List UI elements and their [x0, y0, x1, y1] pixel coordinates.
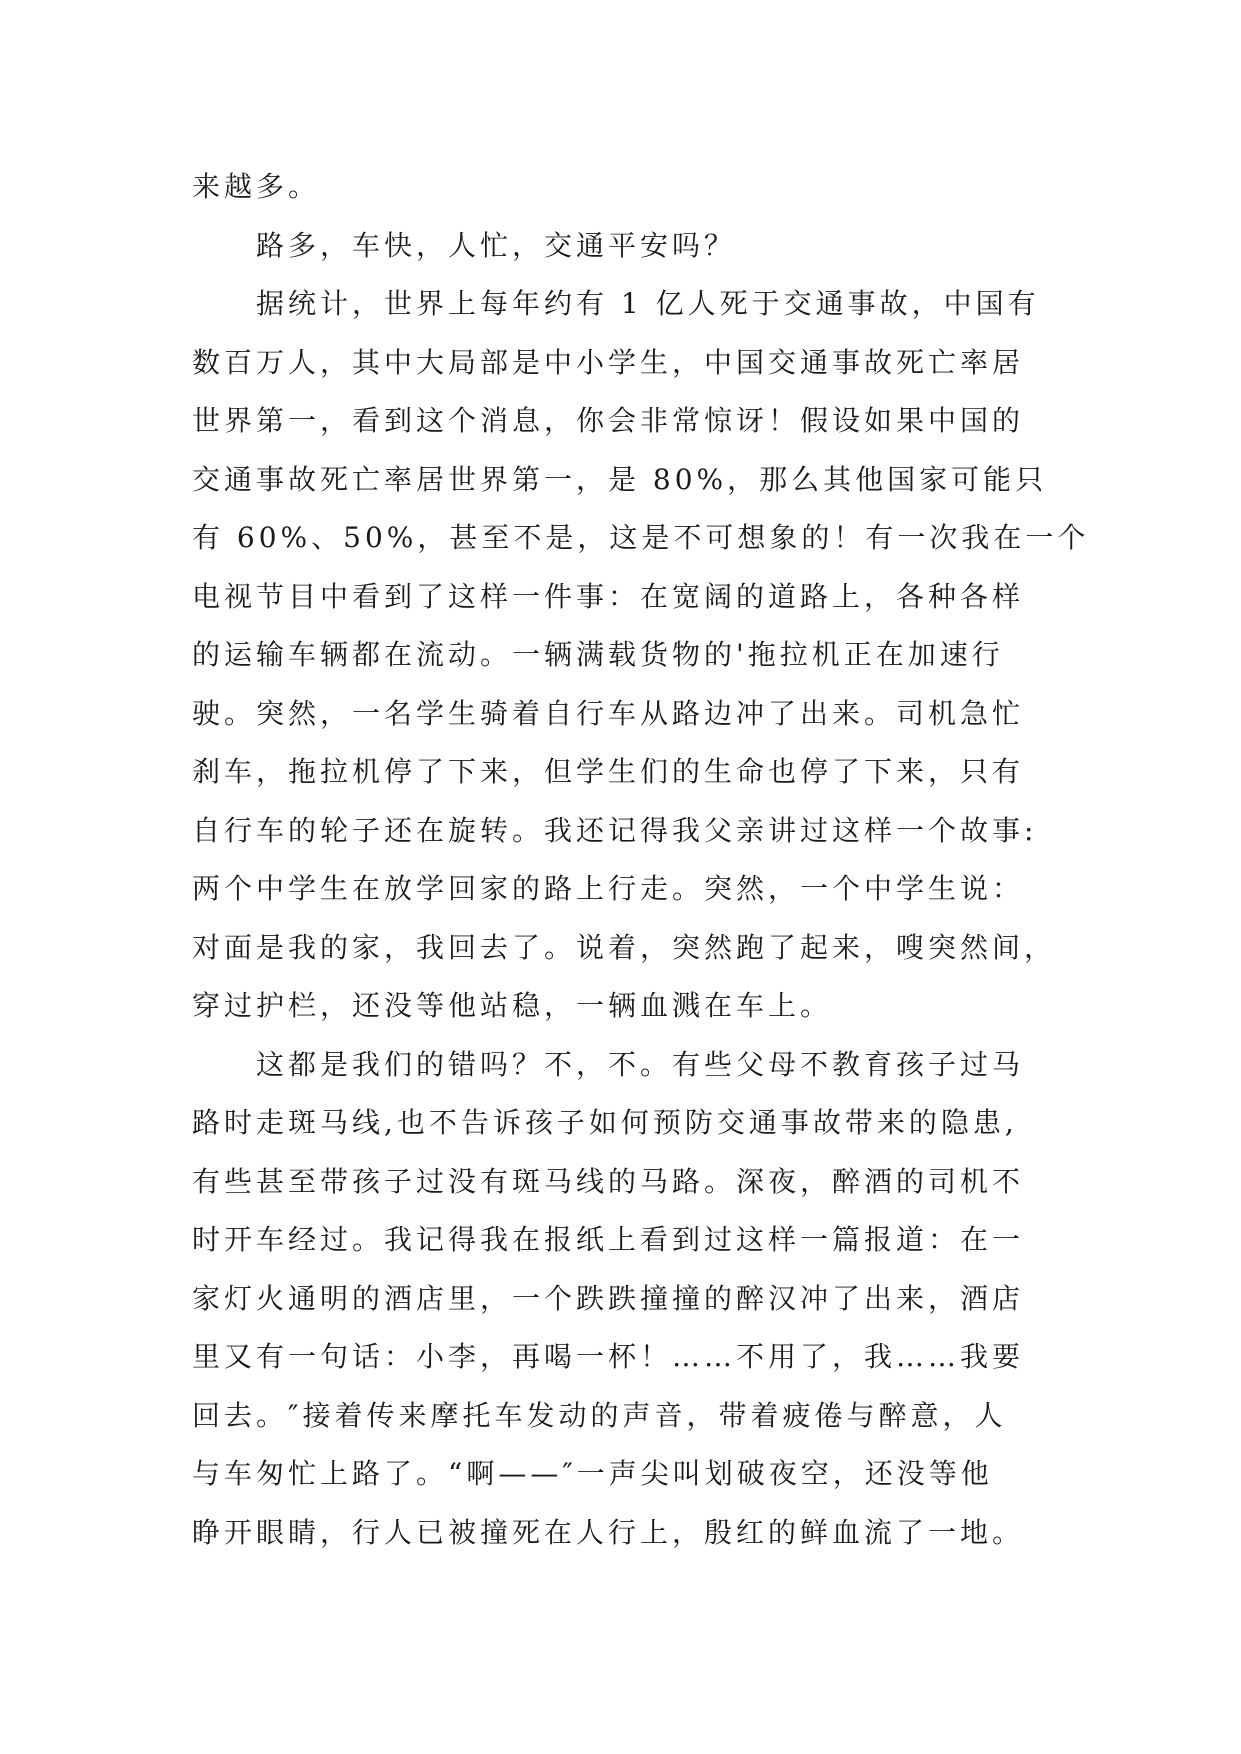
text-line: 数百万人，其中大局部是中小学生，中国交通事故死亡率居: [192, 345, 1025, 379]
text-line: 有 60%、50%，甚至不是，这是不可想象的！有一次我在一个: [192, 521, 1090, 554]
text-line: 路多，车快，人忙，交通平安吗？: [256, 228, 737, 262]
document-body: [192, 158, 1090, 1562]
paragraph: [192, 275, 1090, 1036]
text-line: 电视节目中看到了这样一件事：在宽阔的道路上，各种各样: [192, 579, 1025, 613]
text-line: 路时走斑马线,也不告诉孩子如何预防交通事故带来的隐患,: [192, 1106, 1018, 1139]
text-line: 据统计，世界上每年约有 1 亿人死于交通事故，中国有: [256, 287, 1040, 320]
paragraph: [192, 158, 1052, 217]
text-line: 刹车，拖拉机停了下来，但学生们的生命也停了下来，只有: [192, 755, 1025, 788]
text-line: 的运输车辆都在流动。一辆满载货物的'拖拉机正在加速行: [192, 638, 1004, 671]
text-line: 里又有一句话：小李，再喝一杯！……不用了，我……我要: [192, 1340, 1025, 1373]
text-line: 与车匆忙上路了。“啊——″一声尖叫划破夜空，还没等他: [192, 1457, 993, 1490]
text-line: 家灯火通明的酒店里，一个跌跌撞撞的醉汉冲了出来，酒店: [192, 1281, 1025, 1315]
paragraph: [192, 217, 1052, 276]
text-line: 交通事故死亡率居世界第一，是 80%，那么其他国家可能只: [192, 462, 1048, 496]
text-line: 来越多。: [192, 170, 321, 203]
text-line: 自行车的轮子还在旋转。我还记得我父亲讲过这样一个故事:: [192, 813, 1038, 847]
text-line: 两个中学生在放学回家的路上行走。突然，一个中学生说：: [192, 872, 1025, 905]
text-line: 这都是我们的错吗？不，不。有些父母不教育孩子过马: [256, 1047, 1025, 1081]
paragraph: [192, 1036, 1052, 1563]
text-line: 时开车经过。我记得我在报纸上看到过这样一篇报道：在一: [192, 1223, 1025, 1256]
text-line: 睁开眼睛，行人已被撞死在人行上，殷红的鲜血流了一地。: [192, 1515, 1025, 1549]
text-line: 对面是我的家，我回去了。说着，突然跑了起来，嗖突然间，: [192, 930, 1057, 964]
text-line: 世界第一，看到这个消息，你会非常惊讶！假设如果中国的: [192, 404, 1025, 437]
text-line: 驶。突然，一名学生骑着自行车从路边冲了出来。司机急忙: [192, 696, 1025, 730]
text-line: 有些甚至带孩子过没有斑马线的马路。深夜，醉酒的司机不: [192, 1164, 1025, 1198]
text-line: 穿过护栏，还没等他站稳，一辆血溅在车上。: [192, 989, 833, 1022]
text-line: 回去。″接着传来摩托车发动的声音，带着疲倦与醉意，人: [192, 1398, 1007, 1432]
